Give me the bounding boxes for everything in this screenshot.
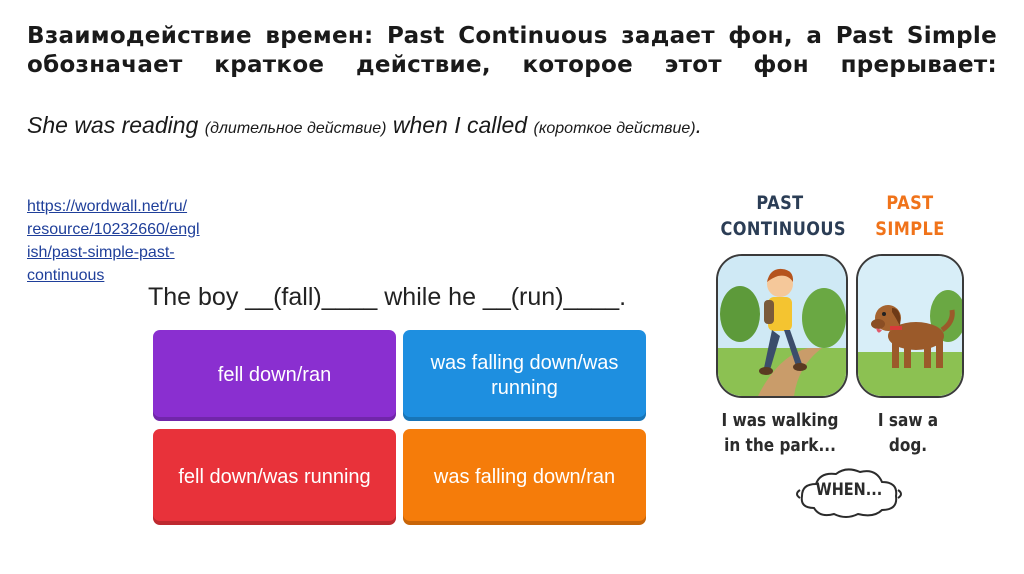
example-part-2: when I called: [386, 112, 534, 138]
past-simple-label: PAST SIMPLE: [875, 192, 945, 240]
answer-option-3[interactable]: fell down/was running: [153, 429, 396, 525]
answer-option-1[interactable]: fell down/ran: [153, 330, 396, 421]
quiz-sentence: The boy __(fall)____ while he __(run)____.: [148, 283, 627, 311]
example-end: .: [695, 112, 703, 138]
tense-illustration: [710, 182, 970, 522]
slide-heading: [27, 22, 997, 80]
example-note-1: (длительное действие): [204, 120, 387, 137]
caption-past-simple: I saw a dog.: [877, 410, 939, 456]
link-line[interactable]: resource/10232660/engl: [27, 221, 200, 238]
example-sentence: [27, 112, 997, 139]
link-line[interactable]: continuous: [27, 267, 105, 284]
example-part-1: She was reading: [27, 112, 205, 138]
link-line[interactable]: ish/past-simple-past-: [27, 244, 175, 261]
heading-line-2: обозначает краткое действие, которое этот фон прерывает:: [27, 52, 997, 78]
link-line[interactable]: https://wordwall.net/ru/: [27, 198, 188, 215]
when-connector: WHEN...: [815, 480, 883, 500]
heading-line-1: Взаимодействие времен: Past Continuous задает фон, а Past Simple: [27, 23, 997, 49]
answer-option-2[interactable]: was falling down/was running: [403, 330, 646, 421]
dog-icon: [856, 254, 964, 398]
past-continuous-label: PAST CONTINUOUS: [720, 192, 846, 240]
quiz-exercise: [148, 283, 658, 528]
example-note-2: (короткое действие): [533, 120, 696, 137]
wordwall-link[interactable]: [27, 195, 257, 287]
walking-boy-icon: [716, 254, 848, 398]
answer-option-4[interactable]: was falling down/ran: [403, 429, 646, 525]
caption-past-continuous: I was walking in the park...: [721, 410, 839, 456]
